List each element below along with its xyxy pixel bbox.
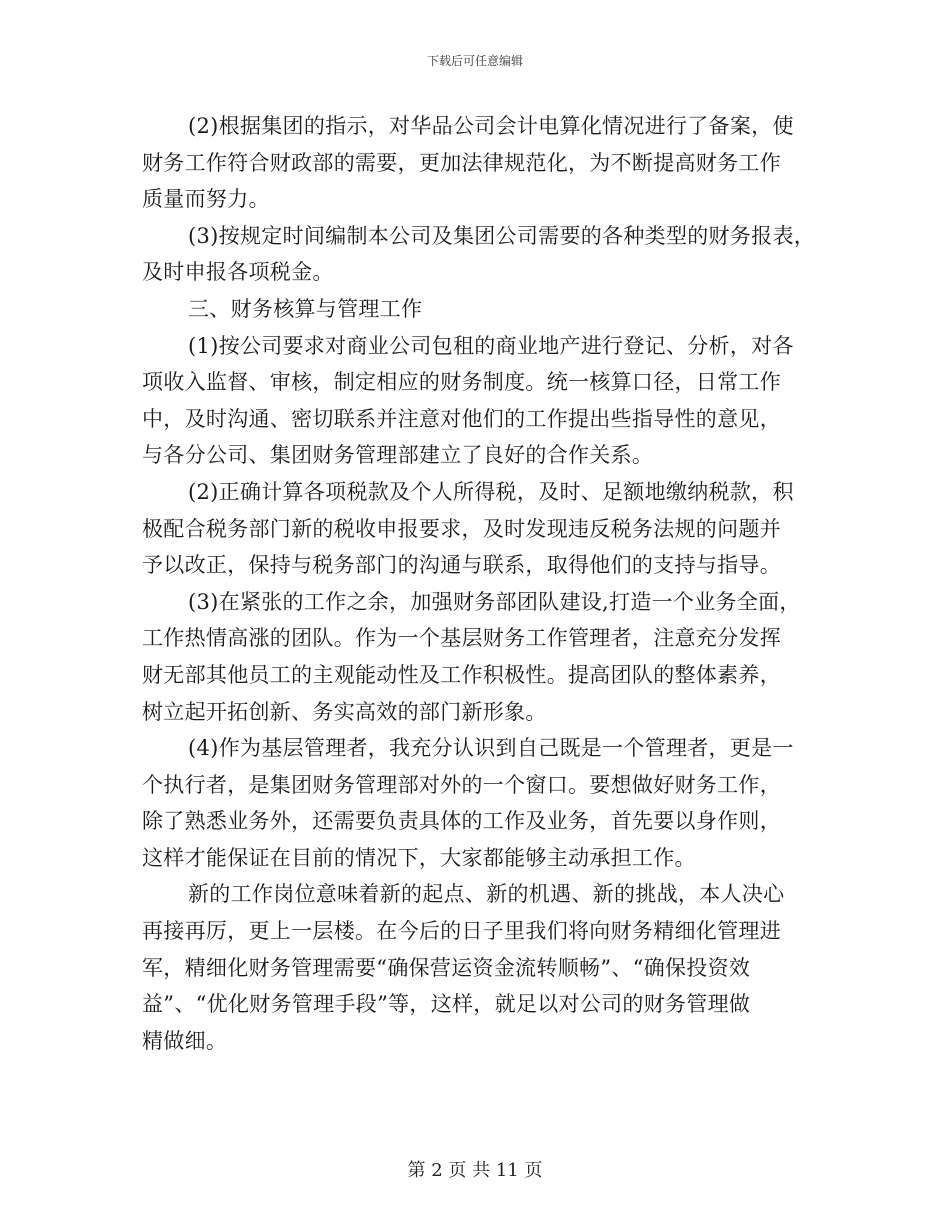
text-line: 质量而努力。	[142, 187, 270, 212]
text-line: (4)作为基层管理者，我充分认识到自己既是一个管理者，更是一	[188, 736, 794, 761]
text-line: 财无部其他员工的主观能动性及工作积极性。提高团队的整体素养，	[142, 662, 781, 687]
text-line: 除了熟悉业务外，还需要负责具体的工作及业务，首先要以身作则，	[142, 809, 781, 834]
text-line: 再接再厉，更上一层楼。在今后的日子里我们将向财务精细化管理进	[142, 919, 781, 944]
text-line: (2)正确计算各项税款及个人所得税，及时、足额地缴纳税款，积	[188, 479, 794, 504]
text-line: (3)在紧张的工作之余，加强财务部团队建设,打造一个业务全面，	[188, 589, 801, 614]
text-line: 益”、“优化财务管理手段”等，这样，就足以对公司的财务管理做	[142, 992, 751, 1017]
text-line: 与各分公司、集团财务管理部建立了良好的合作关系。	[142, 443, 654, 468]
text-line: 这样才能保证在目前的情况下，大家都能够主动承担工作。	[142, 845, 696, 870]
page-header: 下载后可任意编辑	[426, 54, 523, 68]
text-line: (2)根据集团的指示，对华品公司会计电算化情况进行了备案，使	[188, 114, 794, 138]
page-footer: 第 2 页 共 11 页	[407, 1160, 543, 1181]
text-line: 新的工作岗位意味着新的起点、新的机遇、新的挑战，本人决心	[188, 882, 785, 907]
text-line: (1)按公司要求对商业公司包租的商业地产进行登记、分析，对各	[188, 333, 794, 358]
text-line: 军，精细化财务管理需要“确保营运资金流转顺畅”、“确保投资效	[142, 955, 751, 980]
text-line: (3)按规定时间编制本公司及集团公司需要的各种类型的财务报表，	[188, 223, 816, 248]
text-line: 精做细。	[142, 1028, 228, 1053]
text-line: 工作热情高涨的团队。作为一个基层财务工作管理者，注意充分发挥	[142, 626, 781, 651]
text-line: 极配合税务部门新的税收申报要求，及时发现违反税务法规的问题并	[142, 516, 781, 541]
text-line: 项收入监督、审核，制定相应的财务制度。统一核算口径，日常工作	[142, 370, 781, 395]
text-line: 树立起开拓创新、务实高效的部门新形象。	[142, 699, 547, 724]
text-line: 及时申报各项税金。	[142, 260, 334, 285]
document-body	[142, 108, 822, 1059]
text-line: 中，及时沟通、密切联系并注意对他们的工作提出些指导性的意见，	[142, 406, 781, 431]
text-line: 予以改正，保持与税务部门的沟通与联系，取得他们的支持与指导。	[142, 553, 781, 578]
text-line: 三、财务核算与管理工作	[188, 296, 423, 321]
text-line: 财务工作符合财政部的需要，更加法律规范化，为不断提高财务工作	[142, 150, 781, 175]
text-line: 个执行者，是集团财务管理部对外的一个窗口。要想做好财务工作，	[142, 772, 781, 797]
